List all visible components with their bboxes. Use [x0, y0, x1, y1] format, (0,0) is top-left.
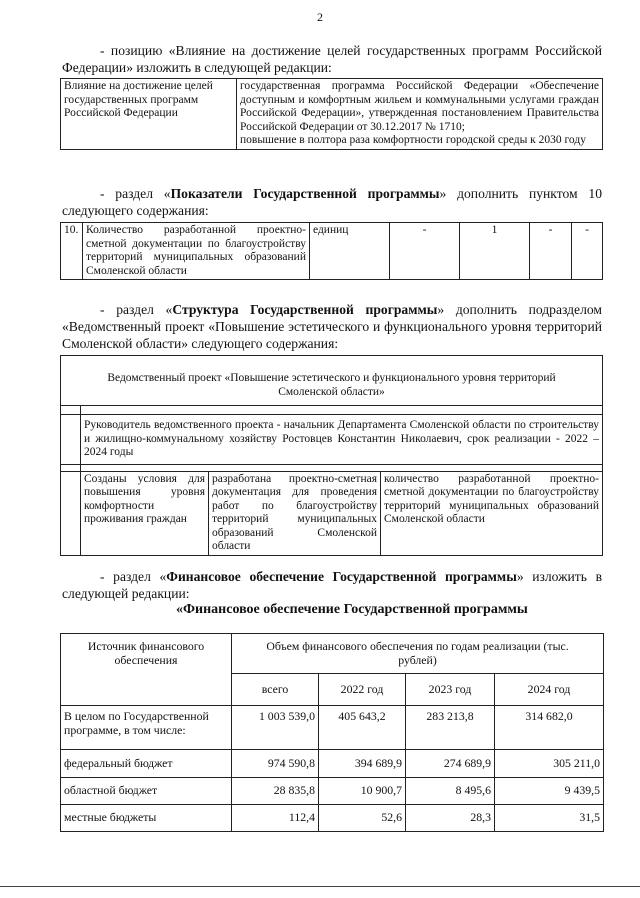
- paragraph-bold-title: Финансовое обеспечение Государственной программы: [166, 569, 517, 584]
- page-number: 2: [317, 10, 323, 24]
- financing-title: «Финансовое обеспечение Государственной программы: [176, 602, 528, 617]
- paragraph-text: - позицию «Влияние на достижение целей государственных программ Российской Федерации» изложить в следующей редакции:: [62, 43, 602, 75]
- influence-label-cell: Влияние на достижение целей государственных программ Российской Федерации: [61, 79, 237, 150]
- indicator-unit-cell: единиц: [310, 223, 390, 280]
- table-row: [61, 79, 603, 150]
- paragraph-suffix: » изложить в следующей редакции:: [62, 569, 602, 601]
- project-header-cell: Ведомственный проект «Повышение эстетического и функционального уровня территорий Смоленской области»: [61, 356, 603, 406]
- paragraph-suffix: » дополнить пунктом 10 следующего содержания:: [62, 186, 602, 218]
- structure-table: [60, 355, 603, 556]
- paragraph-position-influence: [62, 42, 602, 76]
- indicator-value-cell: -: [572, 223, 603, 280]
- indicator-number-cell: 10.: [61, 223, 83, 280]
- indicators-table: [60, 222, 603, 280]
- indicator-cell: количество разработанной проектно-сметной документации по благоустройству территорий муниципальных образований Смоленской области: [381, 471, 603, 555]
- value-cell: 31,5: [495, 805, 604, 832]
- column-header: 2024 год: [495, 674, 604, 706]
- value-cell: 1 003 539,0: [232, 706, 319, 750]
- paragraph-prefix: - раздел «: [100, 186, 171, 201]
- value-cell: 10 900,7: [319, 778, 406, 805]
- indicator-value-cell: 1: [460, 223, 530, 280]
- table-row: [61, 223, 603, 280]
- volume-header-cell: Объем финансового обеспечения по годам реализации (тыс. рублей): [232, 634, 604, 674]
- influence-program-text: государственная программа Российской Федерации «Обеспечение доступным и комфортным жильем и коммунальными услугами граждан Российской Федерации», утвержденная постановлением Правительства Российской Федерации от 30.12.2017 № 1710;: [240, 80, 599, 133]
- value-cell: 283 213,8: [406, 706, 495, 750]
- page-bottom-edge: [0, 886, 640, 887]
- table-row: [61, 356, 603, 406]
- indicator-value-cell: -: [390, 223, 460, 280]
- value-cell: 274 689,9: [406, 750, 495, 778]
- table-row: [61, 750, 604, 778]
- table-row: [61, 634, 604, 674]
- influence-table: [60, 78, 603, 150]
- value-cell: 305 211,0: [495, 750, 604, 778]
- paragraph-bold-title: Структура Государственной программы: [172, 302, 438, 317]
- row-label: федеральный бюджет: [61, 750, 232, 778]
- value-cell: 52,6: [319, 805, 406, 832]
- source-header-cell: Источник финансового обеспечения: [61, 634, 232, 706]
- result-cell: разработана проектно-сметная документация для проведения работ по благоустройству территорий муниципальных образований Смоленской области: [209, 471, 381, 555]
- value-cell: 9 439,5: [495, 778, 604, 805]
- value-cell: 314 682,0: [495, 706, 604, 750]
- paragraph-bold-title: Показатели Государственной программы: [170, 186, 440, 201]
- value-cell: 28,3: [406, 805, 495, 832]
- influence-goal-text: повышение в полтора раза комфортности городской среды к 2030 году: [240, 134, 586, 146]
- table-row: [61, 778, 604, 805]
- table-row: [61, 415, 603, 465]
- table-row: [61, 471, 603, 555]
- row-label: областной бюджет: [61, 778, 232, 805]
- paragraph-prefix: - раздел «: [100, 569, 167, 584]
- value-cell: 28 835,8: [232, 778, 319, 805]
- influence-value-cell: [237, 79, 603, 150]
- table-row: [61, 406, 603, 415]
- paragraph-structure: [62, 301, 602, 352]
- table-row: [61, 706, 604, 750]
- column-header: 2022 год: [319, 674, 406, 706]
- financing-table: [60, 633, 604, 832]
- paragraph-suffix: » дополнить подразделом «Ведомственный проект «Повышение эстетического и функционального уровня территорий Смоленской области» следующего содержания:: [62, 302, 602, 351]
- paragraph-indicators: [62, 185, 602, 219]
- indicator-name-cell: Количество разработанной проектно-сметной документации по благоустройству территорий муниципальных образований Смоленской области: [83, 223, 310, 280]
- row-label: В целом по Государственной программе, в том числе:: [61, 706, 232, 750]
- column-header: всего: [232, 674, 319, 706]
- paragraph-financing: [62, 568, 602, 602]
- table-row: [61, 464, 603, 471]
- column-header: 2023 год: [406, 674, 495, 706]
- value-cell: 112,4: [232, 805, 319, 832]
- value-cell: 8 495,6: [406, 778, 495, 805]
- task-cell: Созданы условия для повышения уровня комфортности проживания граждан: [81, 471, 209, 555]
- paragraph-prefix: - раздел «: [100, 302, 173, 317]
- table-row: [61, 805, 604, 832]
- value-cell: 974 590,8: [232, 750, 319, 778]
- value-cell: 405 643,2: [319, 706, 406, 750]
- indicator-value-cell: -: [530, 223, 572, 280]
- row-label: местные бюджеты: [61, 805, 232, 832]
- value-cell: 394 689,9: [319, 750, 406, 778]
- project-leader-cell: Руководитель ведомственного проекта - начальник Департамента Смоленской области по строительству и жилищно-коммунальному хозяйству Ростовцев Константин Николаевич, срок реализации - 2022 – 2024 годы: [81, 415, 603, 465]
